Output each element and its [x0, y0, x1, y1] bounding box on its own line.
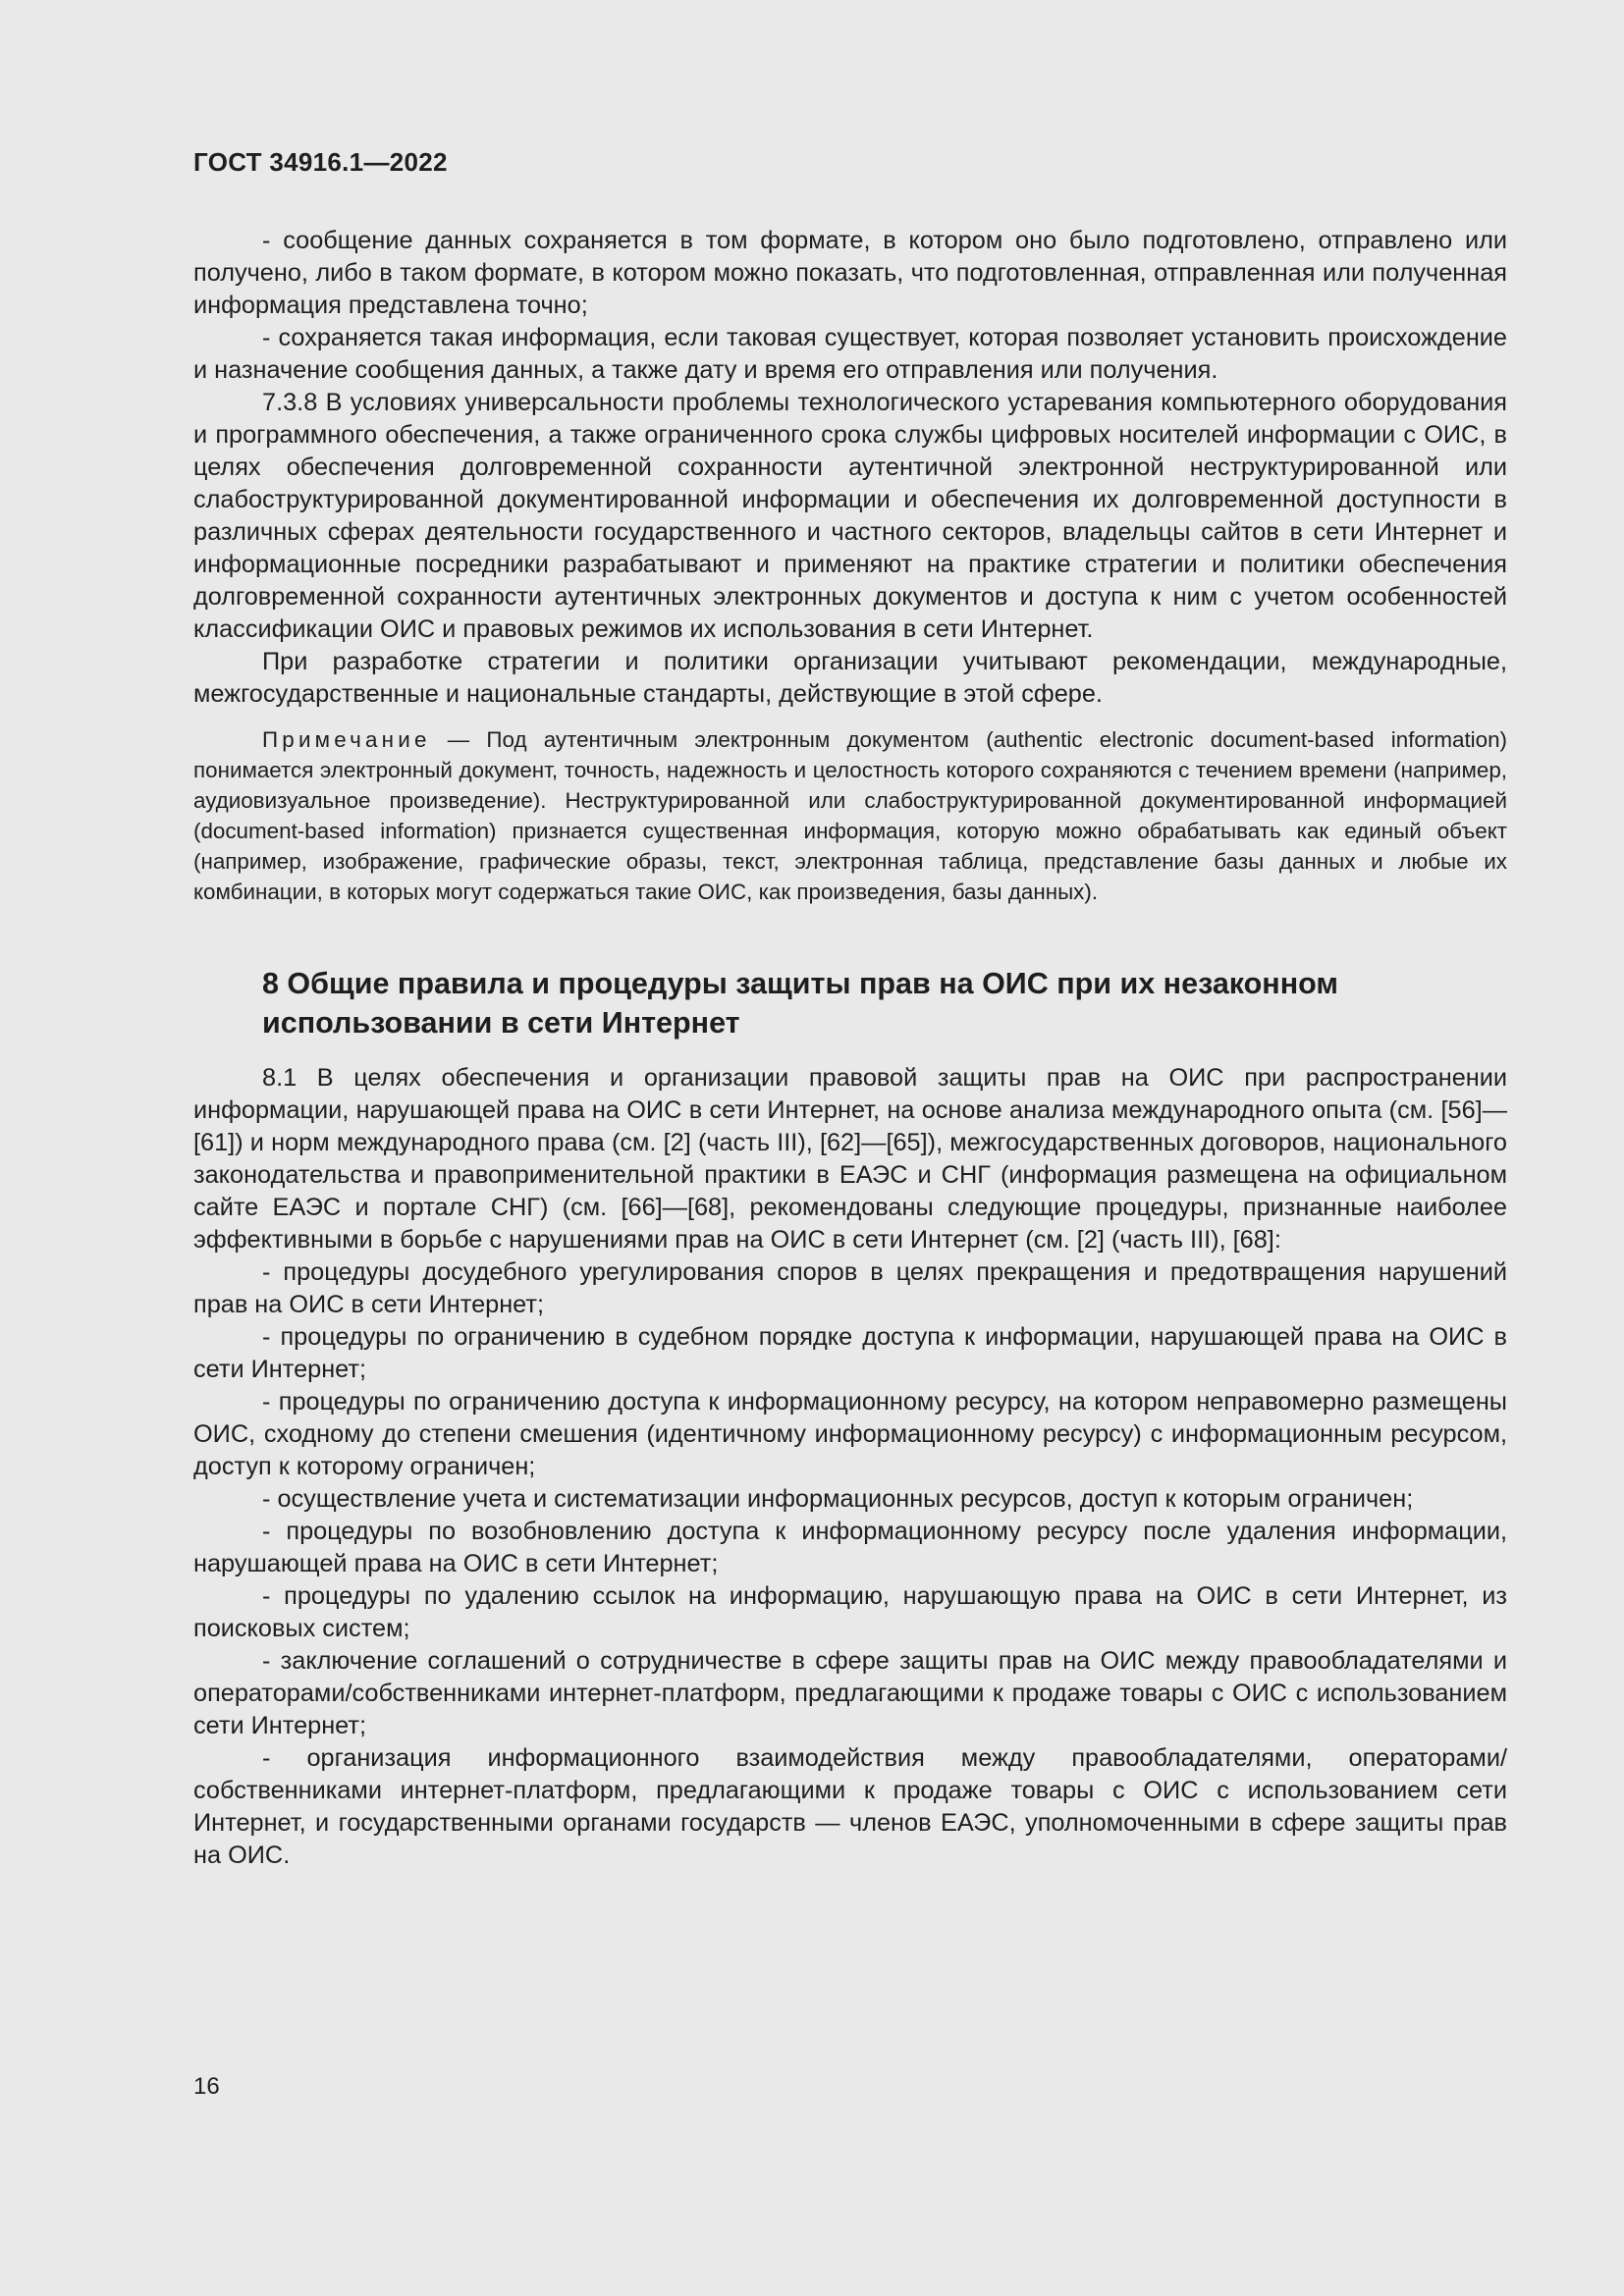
page-content [193, 225, 1507, 1872]
note-text: — Под аутентичным электронным документом (authentic electronic document-based information) понимается электронный документ, точность, надежность и целостность которого сохраняются с течением времени (например, аудиовизуальное произведение). Неструктурированной или слабоструктурированной документированной информацией (document-based information) признается существенная информация, которую можно обрабатывать как единый объект (например, изображение, графические образы, текст, электронная таблица, представление базы данных и любые их комбинации, в которых могут содержаться такие ОИС, как произведения, базы данных). [193, 727, 1507, 904]
paragraph-7-3-8: 7.3.8 В условиях универсальности проблемы технологического устаревания компьютерного оборудования и программного обеспечения, а также ограниченного срока службы цифровых носителей информации с ОИС, в целях обеспечения долговременной сохранности аутентичной электронной неструктурированной или слабоструктурированной документированной информации и обеспечения их долговременной доступности в различных сферах деятельности государственного и частного секторов, владельцы сайтов в сети Интернет и информационные посредники разрабатывают и применяют на практике стратегии и политики обеспечения долговременной сохранности аутентичных электронных документов и доступа к ним с учетом особенностей классификации ОИС и правовых режимов их использования в сети Интернет. [193, 389, 1507, 643]
list-item: - организация информационного взаимодействия между правообладателями, операторами/собственниками интернет-платформ, предлагающими к продаже товары с ОИС с использованием сети Интернет, и государственными органами государств — членов ЕАЭС, уполномоченными в сфере защиты прав на ОИС. [193, 1744, 1507, 1869]
page-number: 16 [193, 2073, 220, 2100]
list-item: - процедуры по ограничению в судебном порядке доступа к информации, нарушающей права на ОИС в сети Интернет; [193, 1323, 1507, 1383]
list-item: - процедуры по ограничению доступа к информационному ресурсу, на котором неправомерно размещены ОИС, сходному до степени смешения (идентичному информационному ресурсу) с информационным ресурсом, доступ к которому ограничен; [193, 1388, 1507, 1480]
paragraph: При разработке стратегии и политики организации учитывают рекомендации, международные, межгосударственные и национальные стандарты, действующие в этой сфере. [193, 648, 1507, 708]
paragraph-8-1: 8.1 В целях обеспечения и организации правовой защиты прав на ОИС при распространении информации, нарушающей права на ОИС в сети Интернет, на основе анализа международного опыта (см. [56]—[61]) и норм международного права (см. [2] (часть III), [62]—[65]), межгосударственных договоров, национального законодательства и правоприменительной практики в ЕАЭС и СНГ (информация размещена на официальном сайте ЕАЭС и портале СНГ) (см. [66]—[68], рекомендованы следующие процедуры, признанные наиболее эффективными в борьбе с нарушениями прав на ОИС в сети Интернет (см. [2] (часть III), [68]: [193, 1064, 1507, 1254]
paragraph: - сохраняется такая информация, если таковая существует, которая позволяет установить происхождение и назначение сообщения данных, а также дату и время его отправления или получения. [193, 324, 1507, 384]
note-block [193, 724, 1507, 907]
list-item: - заключение соглашений о сотрудничестве в сфере защиты прав на ОИС между правообладателями и операторами/собственниками интернет-платформ, предлагающими к продаже товары с ОИС с использованием сети Интернет; [193, 1647, 1507, 1739]
paragraph: - сообщение данных сохраняется в том формате, в котором оно было подготовлено, отправлено или получено, либо в таком формате, в котором можно показать, что подготовленная, отправленная или полученная информация представлена точно; [193, 227, 1507, 319]
document-code: ГОСТ 34916.1—2022 [193, 147, 448, 177]
list-item: - осуществление учета и систематизации информационных ресурсов, доступ к которым ограничен; [262, 1485, 1414, 1513]
list-item: - процедуры по возобновлению доступа к информационному ресурсу после удаления информации, нарушающей права на ОИС в сети Интернет; [193, 1518, 1507, 1577]
list-item: - процедуры по удалению ссылок на информацию, нарушающую права на ОИС в сети Интернет, из поисковых систем; [193, 1582, 1507, 1642]
section-heading: 8 Общие правила и процедуры защиты прав на ОИС при их незаконном использовании в сети Интернет [262, 967, 1338, 1040]
list-item: - процедуры досудебного урегулирования споров в целях прекращения и предотвращения нарушений прав на ОИС в сети Интернет; [193, 1258, 1507, 1318]
note-label: Примечание [262, 727, 431, 752]
